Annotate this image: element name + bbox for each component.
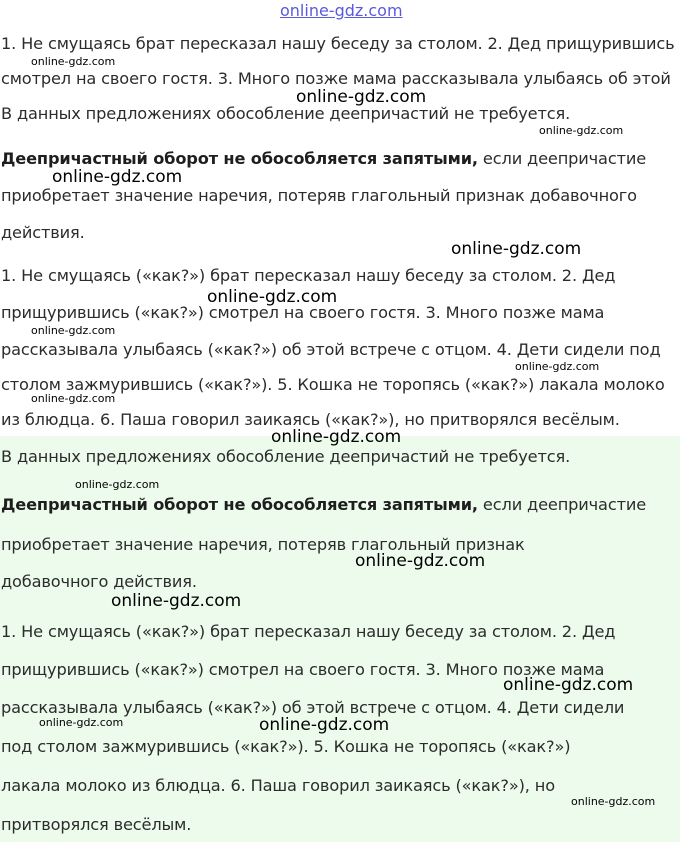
text-line: добавочного действия.	[1, 572, 197, 591]
text-line: действия.	[1, 223, 85, 242]
text-line: В данных предложениях обособление деепричастий не требуется.	[1, 447, 571, 466]
watermark: online-gdz.com	[271, 427, 402, 447]
rule-bold: Деепричастный оборот не обособляется запятыми,	[1, 149, 478, 168]
watermark: online-gdz.com	[207, 287, 338, 307]
watermark: online-gdz.com	[503, 675, 634, 695]
watermark: online-gdz.com	[39, 716, 124, 729]
watermark: online-gdz.com	[571, 795, 656, 808]
example-line: прищурившись («как?») смотрел на своего гостя. 3. Много позже мама	[1, 303, 605, 322]
watermark: online-gdz.com	[111, 591, 242, 611]
watermark: online-gdz.com	[75, 478, 160, 491]
watermark: online-gdz.com	[515, 360, 600, 373]
watermark: online-gdz.com	[296, 87, 427, 107]
rule-bold: Деепричастный оборот не обособляется запятыми,	[1, 495, 478, 514]
example-line: лакала молоко из блюдца. 6. Паша говорил заикаясь («как?»), но	[1, 776, 555, 795]
watermark: online-gdz.com	[31, 392, 116, 405]
example-line: под столом зажмурившись («как?»). 5. Кошка не торопясь («как?»)	[1, 737, 571, 756]
example-line: рассказывала улыбаясь («как?») об этой встрече с отцом. 4. Дети сидели под	[1, 340, 661, 359]
watermark: online-gdz.com	[451, 239, 582, 259]
example-line: рассказывала улыбаясь («как?») об этой встрече с отцом. 4. Дети сидели	[1, 698, 625, 717]
text-line: смотрел на своего гостя. 3. Много позже мама рассказывала улыбаясь об этой	[1, 69, 671, 88]
example-line: из блюдца. 6. Паша говорил заикаясь («как?»), но притворялся весёлым.	[1, 410, 620, 429]
text-line: приобретает значение наречия, потеряв глагольный признак	[1, 535, 525, 554]
rule-line	[1, 495, 646, 515]
rule-rest: если деепричастие	[477, 149, 647, 168]
example-line: 1. Не смущаясь («как?») брат пересказал нашу беседу за столом. 2. Дед	[1, 622, 616, 641]
example-line: столом зажмурившись («как?»). 5. Кошка не торопясь («как?») лакала молоко	[1, 375, 665, 394]
watermark: online-gdz.com	[31, 55, 116, 68]
watermark: online-gdz.com	[539, 124, 624, 137]
text-line: В данных предложениях обособление деепричастий не требуется.	[1, 104, 571, 123]
watermark: online-gdz.com	[259, 715, 390, 735]
watermark: online-gdz.com	[31, 324, 116, 337]
rule-line	[1, 149, 646, 169]
rule-rest: если деепричастие	[477, 495, 647, 514]
text-line: приобретает значение наречия, потеряв глагольный признак добавочного	[1, 186, 637, 205]
text-line: 1. Не смущаясь брат пересказал нашу беседу за столом. 2. Дед прищурившись	[1, 34, 675, 53]
example-line: прищурившись («как?») смотрел на своего гостя. 3. Много позже мама	[1, 660, 605, 679]
example-line: 1. Не смущаясь («как?») брат пересказал нашу беседу за столом. 2. Дед	[1, 266, 616, 285]
site-header-link[interactable]: online-gdz.com	[280, 1, 403, 20]
watermark: online-gdz.com	[52, 167, 183, 187]
watermark: online-gdz.com	[355, 551, 486, 571]
example-line: притворялся весёлым.	[1, 815, 192, 834]
